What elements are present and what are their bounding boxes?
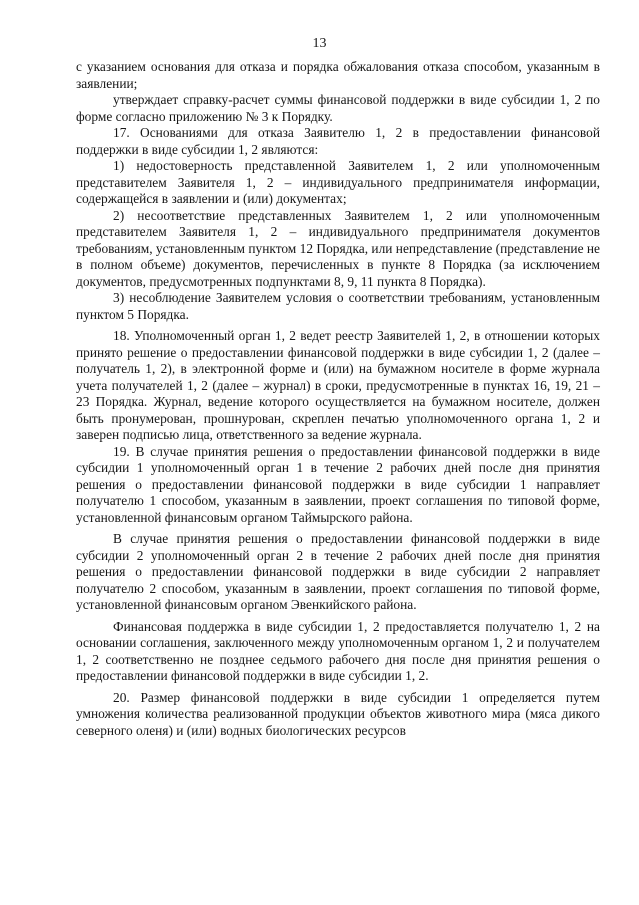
paragraph-17-item-2: 2) несоответствие представленных Заявителем 1, 2 или уполномоченным представителем Заявителя 1, 2 – индивидуального предпринимателя документов требованиям, установленным пунктом 12 Порядка, или непредставление (представление не в полном объеме) документов, перечисленных в пункте 8 Порядка (за исключением документов, предусмотренных подпунктами 8, 9, 11 пункта 8 Порядка). (76, 207, 600, 289)
paragraph-18-register: 18. Уполномоченный орган 1, 2 ведет реестр Заявителей 1, 2, в отношении которых принято решение о предоставлении финансовой поддержки в виде субсидии 1, 2 (далее – получатель 1, 2), в электронной форме и (или) на бумажном носителе в форме журнала учета получателей 1, 2 (далее – журнал) в сроки, предусмотренные в пунктах 16, 19, 21 – 23 Порядка. Журнал, ведение которого осуществляется на бумажном носителе, должен быть пронумерован, прошнурован, скреплен печатью уполномоченного органа 1, 2 и заверен подписью лица, ответственного за ведение журнала. (76, 328, 600, 442)
page-number: 13 (312, 36, 327, 51)
paragraph-19-subsidy-2: В случае принятия решения о предоставлении финансовой поддержки в виде субсидии 2 уполномоченный орган 2 в течение 2 рабочих дней после дня принятия решения о предоставлении финансовой поддержки в виде субсидии 2 направляет получателю 2 способом, указанным в заявлении, проект соглашения по типовой форме, установленной финансовым органом Эвенкийского района. (76, 531, 600, 612)
paragraph-17-item-1: 1) недостоверность представленной Заявителем 1, 2 или уполномоченным представителем Заявителя 1, 2 – индивидуального предпринимателя информации, содержащейся в заявлении и (или) документах; (76, 158, 600, 206)
paragraph-19-agreement: Финансовая поддержка в виде субсидии 1, 2 предоставляется получателю 1, 2 на основании соглашения, заключенного между уполномоченным органом 1, 2 и получателем 1, 2 соответственно не позднее седьмого рабочего дня после дня принятия решения о предоставлении финансовой поддержки в виде субсидии 1, 2. (76, 618, 600, 683)
paragraph-19-subsidy-1: 19. В случае принятия решения о предоставлении финансовой поддержки в виде субсидии 1 уполномоченный орган 1 в течение 2 рабочих дней после дня принятия решения о предоставлении финансовой поддержки в виде субсидии 1 направляет получателю 1 способом, указанным в заявлении, проект соглашения по типовой форме, установленной финансовым органом Таймырского района. (76, 443, 600, 525)
document-body (76, 59, 600, 739)
paragraph-20-amount: 20. Размер финансовой поддержки в виде субсидии 1 определяется путем умножения количества реализованной продукции объектов животного мира (мяса дикого северного оленя) и (или) водных биологических ресурсов (76, 689, 600, 738)
paragraph-17-refusal-grounds: 17. Основаниями для отказа Заявителю 1, 2 в предоставлении финансовой поддержки в виде субсидии 1, 2 являются: (76, 125, 600, 157)
paragraph-refusal-notice: с указанием основания для отказа и порядка обжалования отказа способом, указанным в заявлении; (76, 59, 600, 91)
paragraph-17-item-3: 3) несоблюдение Заявителем условия о соответствии требованиям, установленным пунктом 5 Порядка. (76, 290, 600, 322)
paragraph-approve-calculation: утверждает справку-расчет суммы финансовой поддержки в виде субсидии 1, 2 по форме согласно приложению № 3 к Порядку. (76, 92, 600, 124)
